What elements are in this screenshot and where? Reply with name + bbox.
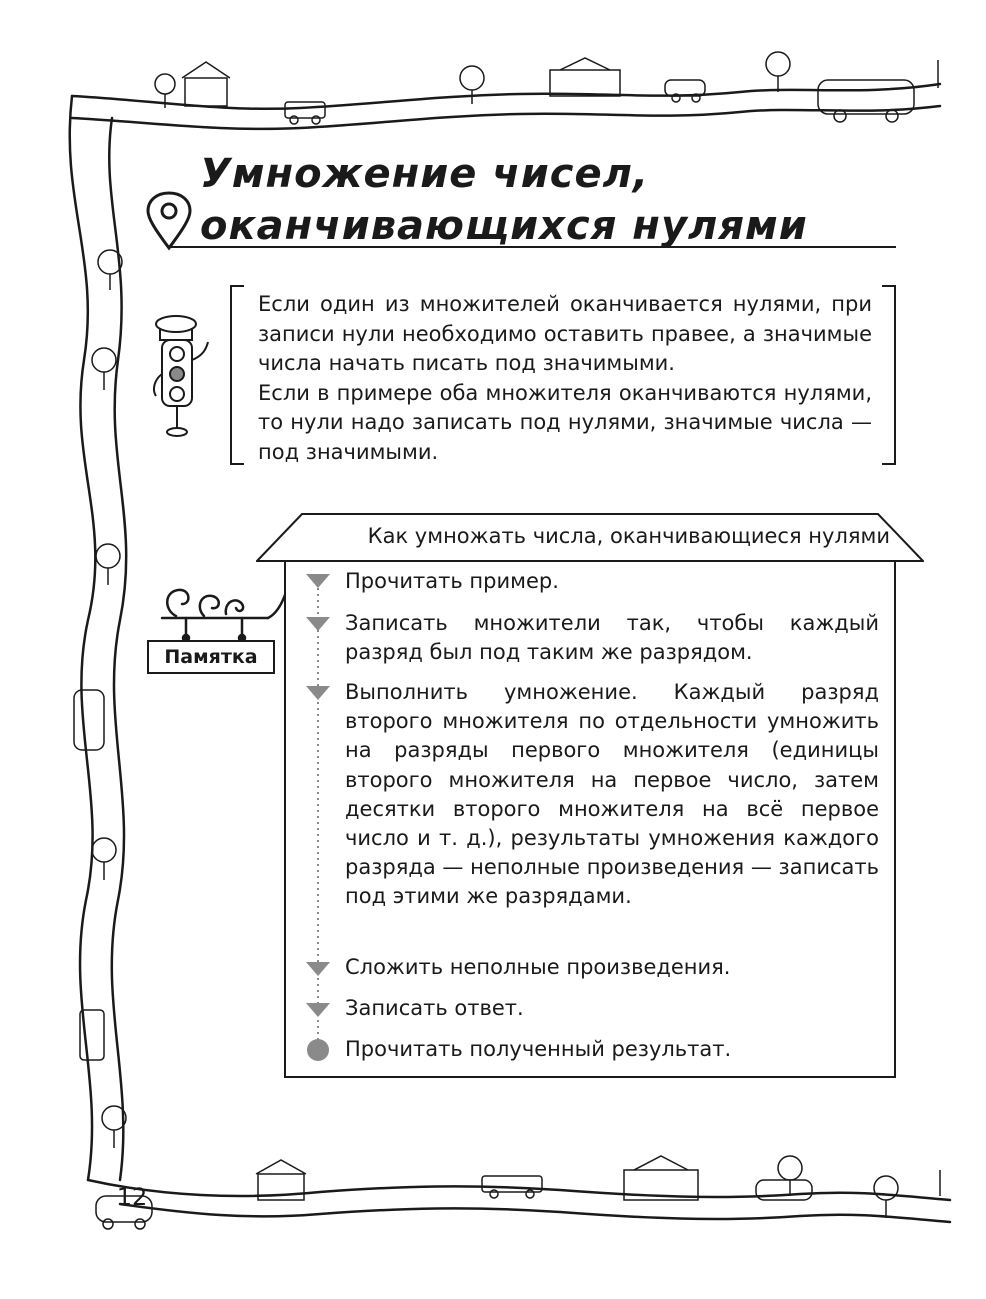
triangle-bullet-icon [306, 1003, 330, 1017]
rule-paragraph-2: Если в примере оба множителя оканчиваются нулями, то нули надо записать под нулями, значимые числа — под значимыми. [258, 380, 872, 464]
page-title-line-1: Умножение чисел, [200, 151, 650, 197]
memo-step-6: Прочитать полученный результат. [345, 1037, 732, 1061]
triangle-bullet-icon [306, 962, 330, 976]
triangle-bullet-icon [306, 686, 330, 700]
location-pin-icon [144, 190, 194, 252]
page-title [200, 148, 920, 252]
title-underline [170, 246, 896, 248]
page-title-line-2: оканчивающихся нулями [200, 203, 808, 249]
memo-label: Памятка [147, 640, 275, 674]
triangle-bullet-icon [306, 574, 330, 588]
traffic-light-mascot-icon [146, 310, 216, 440]
rule-paragraph-1: Если один из множителей оканчивается нулями, при записи нули необходимо оставить правее, а значимые числа начать писать под значимыми. [258, 292, 872, 375]
circle-bullet-icon [307, 1039, 329, 1061]
page-number: 12 [116, 1183, 148, 1211]
memo-step-3: Выполнить умножение. Каждый разряд второго множителя по отдельности умножить на разряды первого множителя (единицы второго множителя на первое число, затем десятки второго множителя на всё первое число и т. д.), результаты умножения каждого разряда — неполные произведения — записать под этими же разрядами. [345, 680, 879, 909]
memo-title: Как умножать числа, оканчивающиеся нулями [367, 524, 890, 548]
memo-step-2: Записать множители так, чтобы каждый разряд был под таким же разрядом. [345, 611, 879, 665]
memo-step-1: Прочитать пример. [345, 569, 559, 593]
rule-text [258, 290, 872, 467]
memo-step-4: Сложить неполные произведения. [345, 955, 731, 979]
memo-step-5: Записать ответ. [345, 996, 524, 1020]
triangle-bullet-icon [306, 617, 330, 631]
step-markers [300, 566, 340, 1066]
signpost-swirl-icon [156, 578, 286, 644]
